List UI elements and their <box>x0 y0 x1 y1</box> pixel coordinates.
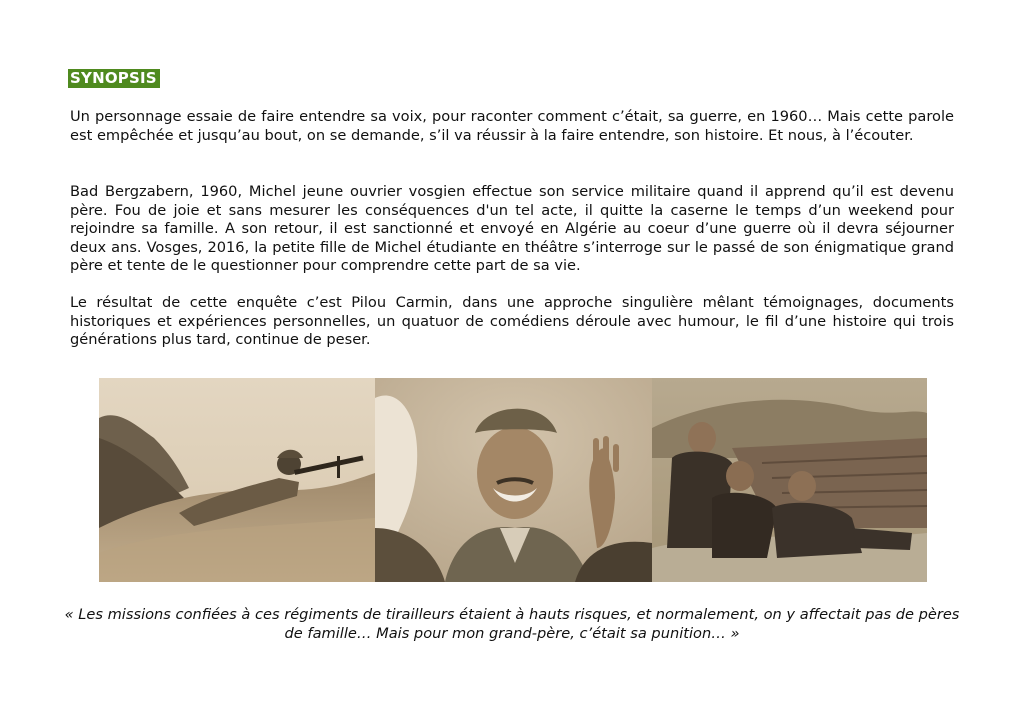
photo-smiling-soldier <box>375 378 652 582</box>
synopsis-paragraph-3: Le résultat de cette enquête c’est Pilou Carmin, dans une approche singulière mêlant témoignages, documents historiques et expériences personnelles, un quatuor de comédiens déroule avec humour, le fil d’une histoire qui trois générations plus tard, continue de peser. <box>70 294 954 348</box>
photo-three-men-rooftop <box>652 378 927 582</box>
photo-strip <box>99 378 927 582</box>
synopsis-paragraph-2: Bad Bergzabern, 1960, Michel jeune ouvrier vosgien effectue son service militaire quand il apprend qu’il est devenu père. Fou de joie et sans mesurer les conséquences d'un tel acte, il quitte la caserne le temps d’un weekend pour rejoindre sa famille. A son retour, il est sanctionné et envoyé en Algérie au coeur d’une guerre où il devra séjourner deux ans. Vosges, 2016, la petite fille de Michel étudiante en théâtre s’interroge sur le passé de son énigmatique grand père et tente de le questionner pour comprendre cette part de sa vie. <box>70 183 954 274</box>
photo-soldier-prone <box>99 378 375 582</box>
section-heading: SYNOPSIS <box>68 69 160 88</box>
testimony-quote: « Les missions confiées à ces régiments de tirailleurs étaient à hauts risques, et normalement, on y affectait pas de pères de famille… Mais pour mon grand-père, c’était sa punition… » <box>64 606 960 642</box>
synopsis-paragraph-1: Un personnage essaie de faire entendre sa voix, pour raconter comment c’était, sa guerre, en 1960… Mais cette parole est empêchée et jusqu’au bout, on se demande, s’il va réussir à la faire entendre, son histoire. Et nous, à l’écouter. <box>70 108 954 144</box>
